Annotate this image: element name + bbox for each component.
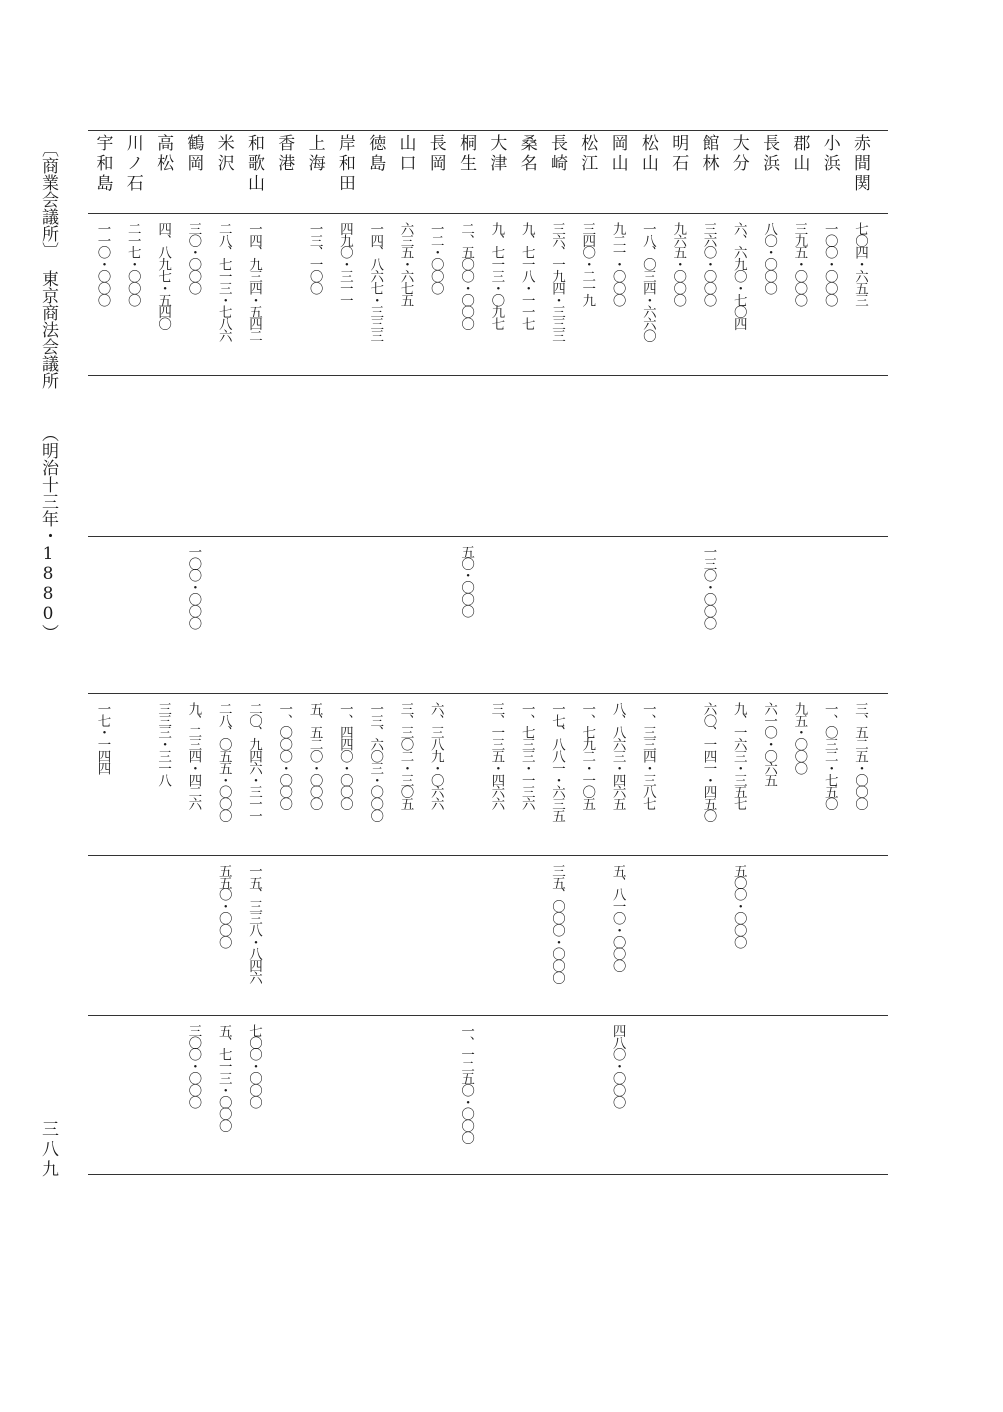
value-cell: 一、七三三・一三六 [518, 702, 535, 810]
side-note [36, 140, 60, 259]
table-row [845, 0, 875, 1180]
value-cell: 七〇〇・〇〇〇 [246, 1024, 262, 1108]
table-row [148, 0, 178, 1180]
city-name: 長浜 [759, 134, 780, 174]
table-row [178, 0, 208, 1180]
table-row [421, 0, 451, 1180]
city-name: 川ノ石 [122, 134, 143, 194]
table-row [603, 0, 633, 1180]
city-name: 桑名 [516, 134, 537, 174]
value-cell: 三〇〇・〇〇〇 [185, 1024, 202, 1108]
city-name: 鶴岡 [183, 134, 204, 174]
value-cell: 一七・一四四 [94, 702, 111, 774]
value-cell: 四九〇・三一一 [336, 222, 353, 306]
city-name: 和歌山 [244, 134, 264, 194]
city-name: 松江 [577, 134, 598, 174]
value-cell: 一、四四〇・〇〇〇 [336, 702, 353, 810]
value-cell: 五、五二〇・〇〇〇 [306, 702, 323, 810]
value-cell: 九、一六三・三五七 [730, 702, 747, 810]
city-name: 上海 [304, 134, 325, 174]
value-cell: 二、五〇〇・〇〇〇 [458, 222, 475, 330]
value-cell: 八、八六三・四六五 [609, 702, 626, 810]
value-cell: 四八〇・〇〇〇 [609, 1024, 626, 1108]
value-cell: 一、三三四・三八七 [639, 702, 656, 810]
city-name: 桐生 [456, 134, 477, 174]
city-name: 岡山 [607, 134, 628, 174]
value-cell: 六、三八九・〇六六 [427, 702, 444, 810]
city-name: 小浜 [819, 134, 840, 174]
value-cell: 二八、〇五五・〇〇〇 [215, 702, 232, 822]
value-cell: 一四、九三四・五四二 [246, 222, 262, 342]
value-cell: 一〇〇・〇〇〇 [185, 545, 202, 629]
value-cell: 一五、三三八・八四六 [246, 864, 262, 984]
side-note-date: （明治十三年・1880） [38, 425, 58, 641]
table-row [360, 0, 390, 1180]
value-cell: 三三三・三一八 [155, 702, 172, 786]
value-cell: 五、七一三・〇〇〇 [215, 1024, 232, 1132]
value-cell: 六一〇・〇六五 [761, 702, 778, 786]
table-row [118, 0, 148, 1180]
value-cell: 三、五二五・〇〇〇 [852, 702, 868, 810]
value-cell: 一〇〇・〇〇〇 [821, 222, 838, 306]
value-cell: 三六、一九四・三三三 [549, 222, 565, 342]
table-row [451, 0, 481, 1180]
table-row [542, 0, 572, 1180]
table-row [239, 0, 269, 1180]
city-name: 赤間関 [850, 134, 870, 194]
city-name: 香港 [274, 134, 295, 174]
value-cell: 一七、八八一・六三五 [549, 702, 565, 822]
value-cell: 一八、〇三四・六六〇 [639, 222, 656, 342]
side-note-institution: 東京商法会議所 [38, 270, 58, 389]
value-cell: 一、〇〇〇・〇〇〇 [276, 702, 293, 810]
table-row [724, 0, 754, 1180]
value-cell: 二〇、九四六・三一一 [246, 702, 262, 822]
table-row [209, 0, 239, 1180]
value-cell: 一、七九二・一〇五 [579, 702, 596, 810]
value-cell: 一、〇三二・七五〇 [821, 702, 838, 810]
table-row [633, 0, 663, 1180]
table-row [694, 0, 724, 1180]
table-row [330, 0, 360, 1180]
city-name: 大分 [728, 134, 749, 174]
value-cell: 三九五・〇〇〇 [791, 222, 808, 306]
value-cell: 三〇・〇〇〇 [185, 222, 202, 294]
city-name: 米沢 [213, 134, 234, 174]
value-cell: 九、七一三・〇九七 [488, 222, 505, 330]
table-row [512, 0, 542, 1180]
value-cell: 一三、一〇〇 [306, 222, 323, 294]
table-row [269, 0, 299, 1180]
value-cell: 六、六九〇・七〇四 [730, 222, 747, 330]
value-cell: 九、七一八・一一七 [518, 222, 535, 330]
page-number: 三八九 [38, 1120, 58, 1180]
city-name: 宇和島 [92, 134, 113, 194]
value-cell: 一、一二五〇・〇〇〇 [458, 1024, 475, 1144]
value-cell: 二一七・〇〇〇 [124, 222, 141, 306]
city-name: 徳島 [365, 134, 386, 174]
value-cell: 三、一三五・四六六 [488, 702, 505, 810]
side-note-category: 〔商業会議所〕 [38, 140, 58, 259]
table-row [663, 0, 693, 1180]
table-row [481, 0, 511, 1180]
value-cell: 八〇・〇〇〇 [761, 222, 778, 294]
value-cell: 三六〇・〇〇〇 [700, 222, 717, 306]
city-name: 明石 [668, 134, 689, 174]
value-cell: 五〇・〇〇〇 [458, 545, 475, 617]
city-name: 長崎 [547, 134, 567, 174]
value-cell: 七〇四・六五三 [852, 222, 868, 306]
value-cell: 九、二三四・四二六 [185, 702, 202, 810]
value-cell: 一一〇・〇〇〇 [94, 222, 111, 306]
table-row [88, 0, 118, 1180]
value-cell: 五〇〇・〇〇〇 [730, 864, 747, 948]
value-cell: 六三五・六七五 [397, 222, 414, 306]
table-row [754, 0, 784, 1180]
table-row [815, 0, 845, 1180]
value-cell: 一三、六〇三・〇〇〇 [367, 702, 384, 822]
value-cell: 三四〇・二一九 [579, 222, 596, 306]
city-name: 大津 [486, 134, 507, 174]
value-cell: 二八、七一三・七八六 [215, 222, 232, 342]
city-name: 郡山 [789, 134, 810, 174]
value-cell: 九二一・〇〇〇 [609, 222, 626, 306]
city-name: 長岡 [425, 134, 446, 174]
value-cell: 一三〇・〇〇〇 [700, 545, 717, 629]
value-cell: 三五、〇〇〇・〇〇〇 [549, 864, 565, 984]
value-cell: 九五・〇〇〇 [791, 702, 808, 774]
table-row [391, 0, 421, 1180]
value-cell: 四、八九七・五四〇 [155, 222, 172, 330]
value-cell: 三、三〇二・三〇五 [397, 702, 414, 810]
table-row [572, 0, 602, 1180]
value-cell: 五五〇・〇〇〇 [215, 864, 232, 948]
value-cell: 一四、八六七・三三三 [367, 222, 384, 342]
value-cell: 六〇、一四一・四五〇 [700, 702, 717, 822]
city-name: 館林 [698, 134, 719, 174]
city-name: 山口 [395, 134, 416, 174]
table-row [300, 0, 330, 1180]
city-name: 松山 [637, 134, 658, 174]
table-row [784, 0, 814, 1180]
city-name: 岸和田 [334, 134, 355, 194]
value-cell: 五、八一〇・〇〇〇 [609, 864, 626, 972]
city-name: 高松 [153, 134, 174, 174]
value-cell: 九六五・〇〇〇 [670, 222, 687, 306]
value-cell: 一二・〇〇〇 [427, 222, 444, 294]
